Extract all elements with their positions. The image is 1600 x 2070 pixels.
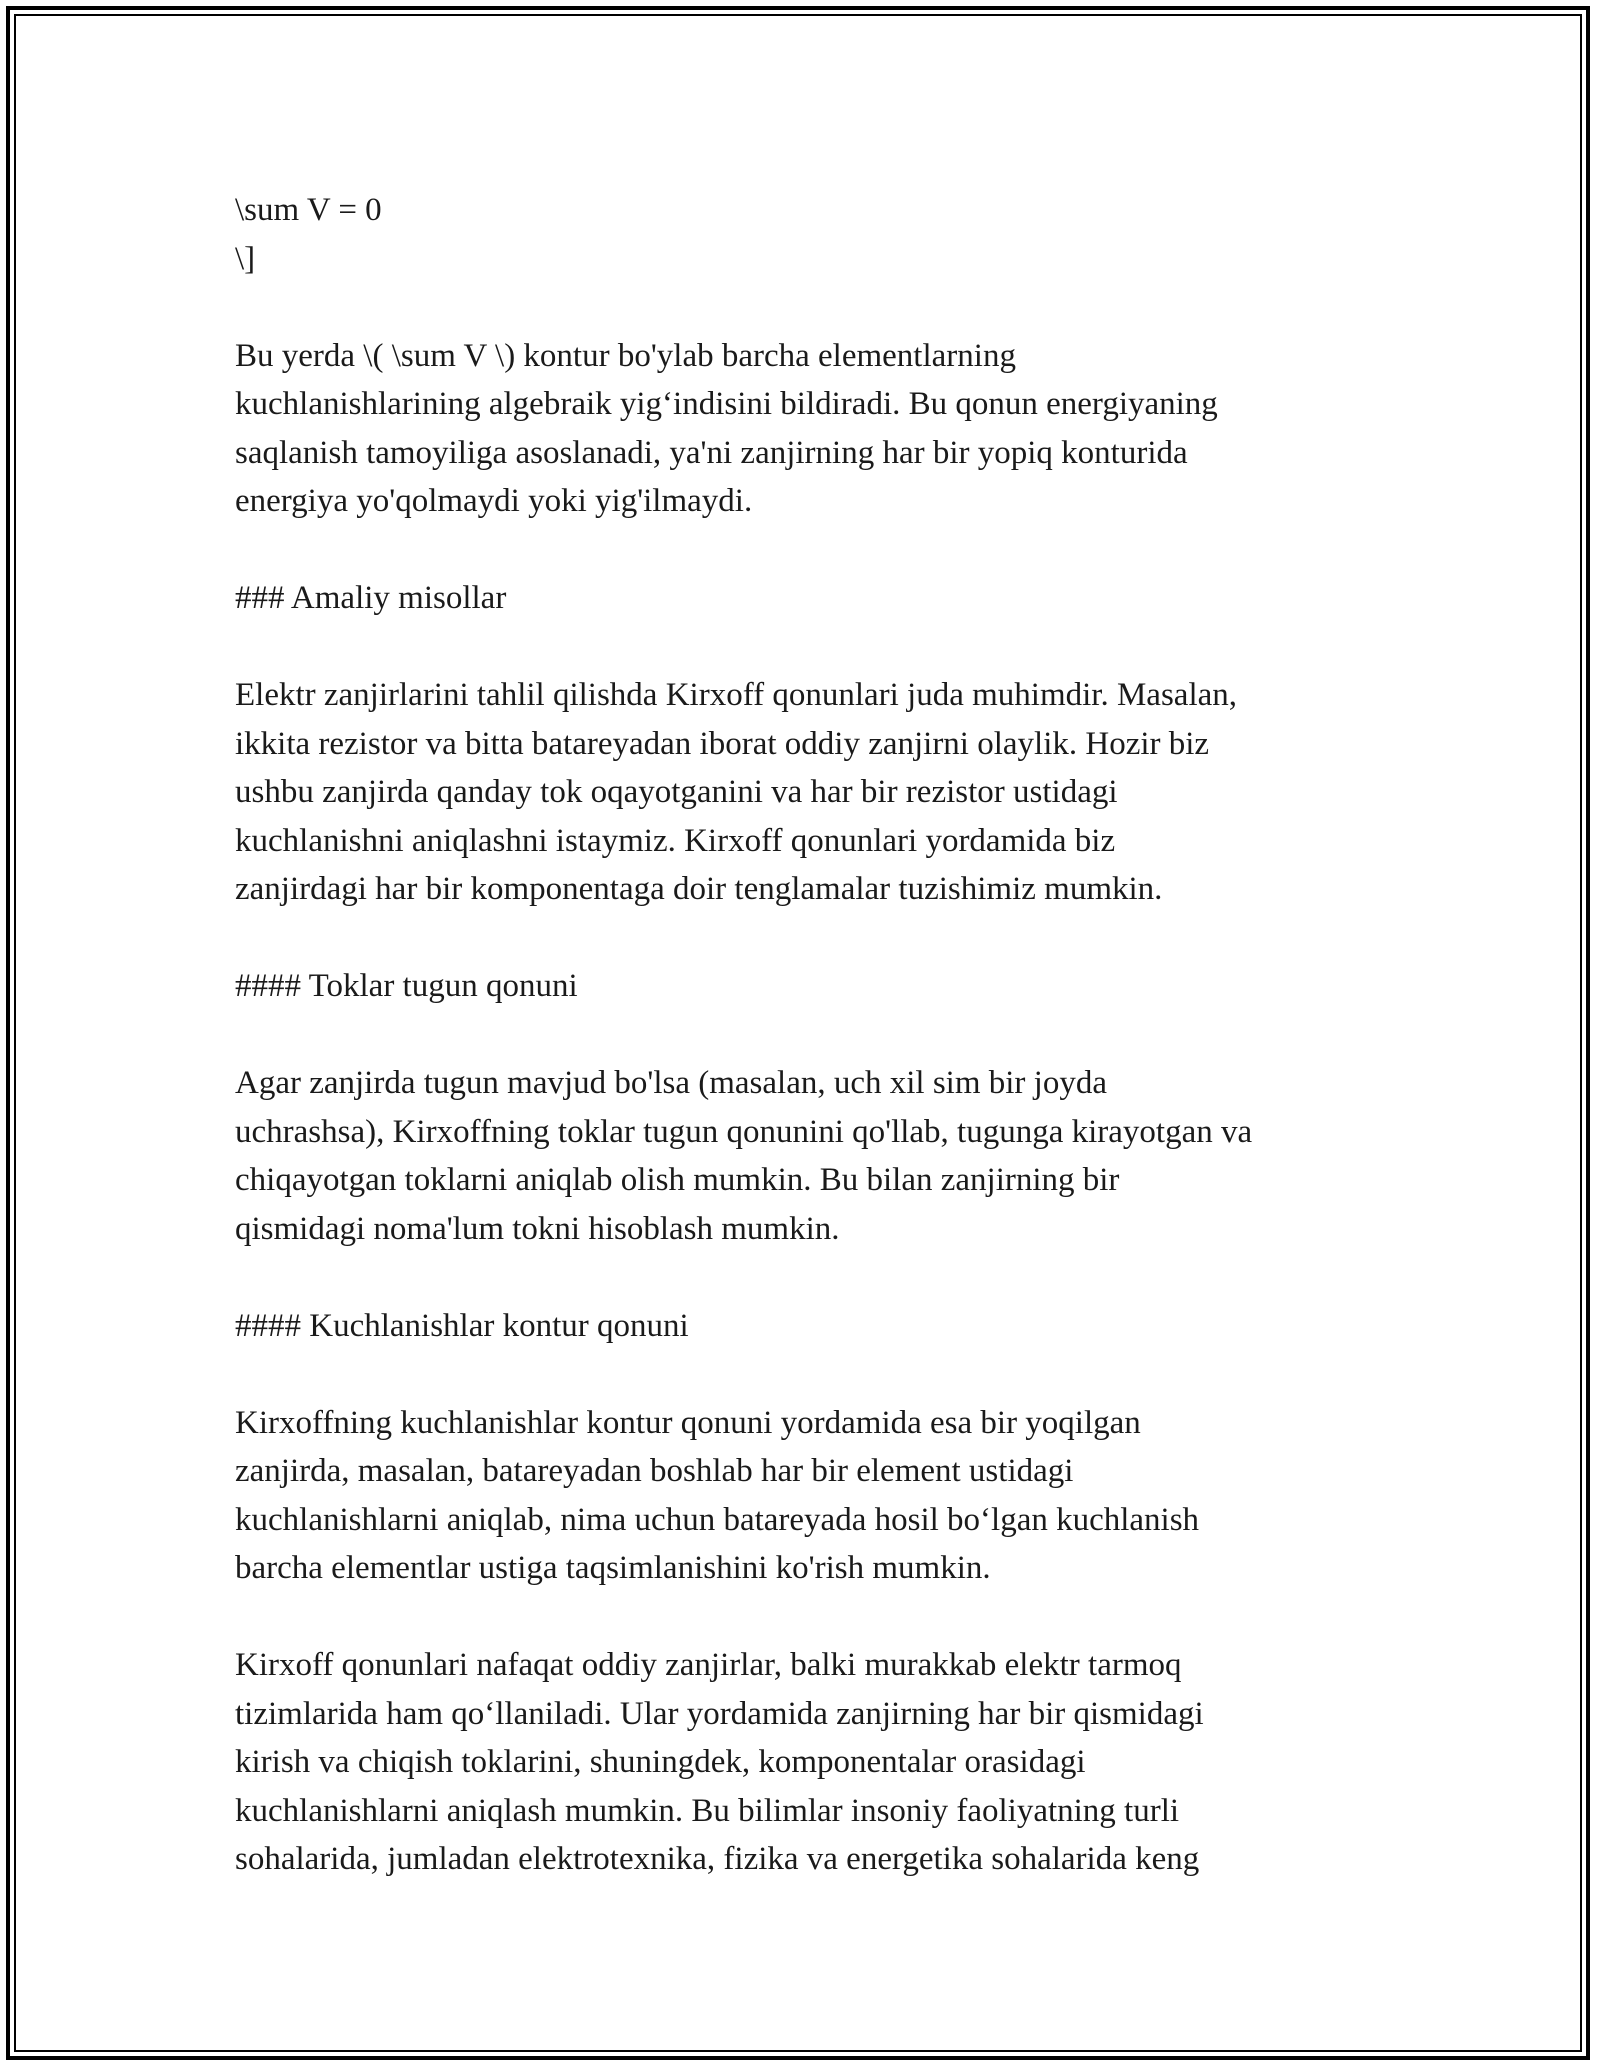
paragraph-line: Elektr zanjirlarini tahlil qilishda Kirxoff qonunlari juda muhimdir. Masalan,: [235, 677, 1238, 713]
section-heading: [235, 574, 1385, 623]
document-body: [235, 186, 1385, 1932]
paragraph-line: zanjirda, masalan, batareyadan boshlab har bir element ustidagi: [235, 1453, 1074, 1489]
paragraph: [235, 332, 1385, 526]
paragraph-line: qismidagi noma'lum tokni hisoblash mumkin.: [235, 1210, 840, 1247]
paragraph-line: kuchlanishlarni aniqlab, nima uchun batareyada hosil bo‘lgan kuchlanish: [235, 1501, 1200, 1538]
paragraph: [235, 1641, 1385, 1884]
paragraph-line: kuchlanishlarni aniqlash mumkin. Bu bilimlar insoniy faoliyatning turli: [235, 1792, 1180, 1829]
paragraph-line: kirish va chiqish toklarini, shuningdek, komponentalar orasidagi: [235, 1744, 1086, 1780]
formula-line: \sum V = 0: [235, 192, 382, 228]
paragraph-line: chiqayotgan toklarni aniqlab olish mumkin. Bu bilan zanjirning bir: [235, 1162, 1120, 1198]
paragraph: [235, 1059, 1385, 1253]
paragraph-line: barcha elementlar ustiga taqsimlanishini ko'rish mumkin.: [235, 1550, 991, 1586]
section-heading: [235, 1302, 1385, 1351]
paragraph: [235, 671, 1385, 914]
paragraph-line: kuchlanishlarining algebraik yig‘indisini bildiradi. Bu qonun energiyaning: [235, 386, 1218, 422]
formula-block: [235, 186, 1385, 283]
formula-line: \]: [235, 240, 256, 277]
paragraph: [235, 1399, 1385, 1593]
paragraph-line: Bu yerda \( \sum V \) kontur bo'ylab barcha elementlarning: [235, 337, 1016, 374]
paragraph-line: Kirxoffning kuchlanishlar kontur qonuni yordamida esa bir yoqilgan: [235, 1404, 1141, 1441]
paragraph-line: saqlanish tamoyiliga asoslanadi, ya'ni zanjirning har bir yopiq konturida: [235, 434, 1188, 471]
paragraph-line: ushbu zanjirda qanday tok oqayotganini va har bir rezistor ustidagi: [235, 774, 1118, 810]
paragraph-line: uchrashsa), Kirxoffning toklar tugun qonunini qo'llab, tugunga kirayotgan va: [235, 1113, 1253, 1150]
heading-kuchlanishlar-kontur-qonuni: #### Kuchlanishlar kontur qonuni: [235, 1307, 689, 1344]
paragraph-line: zanjirdagi har bir komponentaga doir tenglamalar tuzishimiz mumkin.: [235, 871, 1163, 907]
paragraph-line: sohalarida, jumladan elektrotexnika, fizika va energetika sohalarida keng: [235, 1841, 1200, 1877]
paragraph-line: Agar zanjirda tugun mavjud bo'lsa (masalan, uch xil sim bir joyda: [235, 1065, 1107, 1101]
heading-amaliy-misollar: ### Amaliy misollar: [235, 580, 507, 616]
paragraph-line: tizimlarida ham qo‘llaniladi. Ular yordamida zanjirning har bir qismidagi: [235, 1695, 1204, 1732]
paragraph-line: Kirxoff qonunlari nafaqat oddiy zanjirlar, balki murakkab elektr tarmoq: [235, 1647, 1182, 1683]
paragraph-line: ikkita rezistor va bitta batareyadan iborat oddiy zanjirni olaylik. Hozir biz: [235, 725, 1210, 762]
paragraph-line: kuchlanishni aniqlashni istaymiz. Kirxoff qonunlari yordamida biz: [235, 822, 1116, 859]
paragraph-line: energiya yo'qolmaydi yoki yig'ilmaydi.: [235, 483, 753, 519]
section-heading: [235, 962, 1385, 1011]
heading-toklar-tugun-qonuni: #### Toklar tugun qonuni: [235, 968, 578, 1004]
